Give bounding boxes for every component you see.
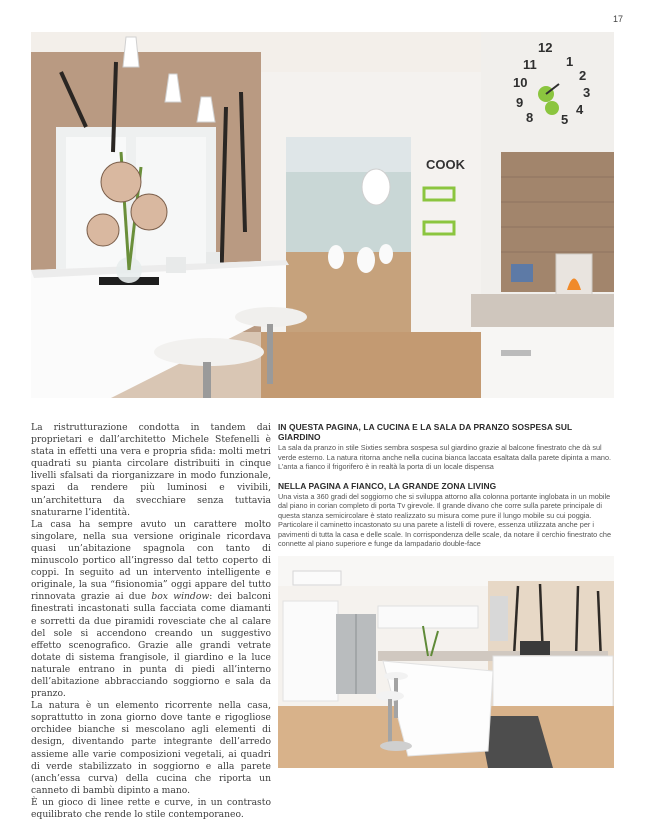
svg-text:3: 3: [583, 85, 591, 100]
svg-text:1: 1: [566, 54, 574, 69]
article-paragraph: La ristrutturazione condotta in tandem dai proprietari e dall’architetto Michele Stefenelli è stata in effetti una vera e propria sfida: molti metri quadrati su pianta circolare distribuiti in cinque livelli sfalsati da riorganizzare in modo funzionale, spazi da rendere più luminosi e vivibili, un’architettura da svecchiare senza tuttavia snaturarne l’identità.: [31, 422, 271, 518]
article-paragraph: La natura è un elemento ricorrente nella casa, soprattutto in zona giorno dove tante e rigogliose orchidee bianche si mescolano agli elementi di design, diventando parte integrante dell’arredo assieme alle varie composizioni vegetali, ai quadri di verde stabilizzato in soggiorno e alla parete (anch’essa curva) della cucina che riporta un canneto di bambù dipinto a mano.: [31, 700, 271, 796]
cook-sign-text: COOK: [426, 157, 465, 172]
svg-text:5: 5: [561, 112, 569, 127]
page-number: 17: [612, 14, 623, 24]
article-body: [31, 422, 271, 821]
top-photo-kitchen-dining: [31, 32, 614, 398]
photo-captions: [278, 422, 614, 558]
svg-text:12: 12: [538, 40, 553, 55]
svg-text:9: 9: [516, 95, 524, 110]
caption-title: IN QUESTA PAGINA, LA CUCINA E LA SALA DA PRANZO SOSPESA SUL GIARDINO: [278, 422, 573, 442]
svg-text:11: 11: [523, 57, 537, 72]
svg-text:4: 4: [576, 102, 584, 117]
svg-text:10: 10: [513, 75, 528, 90]
white-kitchen-photo-icon: [278, 556, 614, 768]
article-paragraph: È un gioco di linee rette e curve, in un contrasto equilibrato che rende lo stile contemporaneo.: [31, 796, 271, 820]
article-paragraph: La casa ha sempre avuto un carattere molto singolare, nella sua versione originale ricordava quasi un’abitazione spagnola con tanto di minuscolo portico all’ingresso dal tetto coperto di coppi. In seguito ad un intervento intelligente e originale, la sua “fisionomia” oggi appare del tutto rinnovata grazie ai due box window: dei balconi finestrati incastonati sulla facciata come diamanti e sorretti da due piramidi rovesciate che al calare del sole si accendono creando un suggestivo effetto scenografico. Grazie alle grandi vetrate dotate di sistema frangisole, il giardino e la luce naturale entrano in punta di piedi all’interno dell’abitazione abbracciando soggiorno e sala da pranzo.: [31, 518, 271, 700]
bottom-photo-kitchen: [278, 556, 614, 768]
caption-text: Una vista a 360 gradi del soggiorno che si sviluppa attorno alla colonna portante inglobata in un mobile dal piano in corian completo di porta Tv girevole. Il grande divano che corre sulla parete principale di questa stanza semicircolare è stato realizzato su misura come pure il lungo mobile su cui poggia. Particolare il caminetto incastonato su una parete a listelli di rovere, essenza utilizzata anche per i pavimenti di tutta la casa e delle scale. In corrispondenza delle scale, da notare il cerchio finestrato che connette al piano superiore e funge da lampadario double-face: [278, 491, 612, 548]
caption-text: La sala da pranzo in stile Sixties sembra sospesa sul giardino grazie al balcone finestrato che dà sul verde esterno. La natura ritorna anche nella cucina bianca laccata esaltata dalla parete dipinta a mano. L’anta a fianco il frigorifero è in realtà la porta di un locale dispensa: [278, 443, 612, 471]
caption-title: NELLA PAGINA A FIANCO, LA GRANDE ZONA LIVING: [278, 480, 497, 491]
svg-text:2: 2: [579, 68, 587, 83]
svg-text:8: 8: [526, 110, 534, 125]
kitchen-dining-photo-icon: [31, 32, 614, 398]
